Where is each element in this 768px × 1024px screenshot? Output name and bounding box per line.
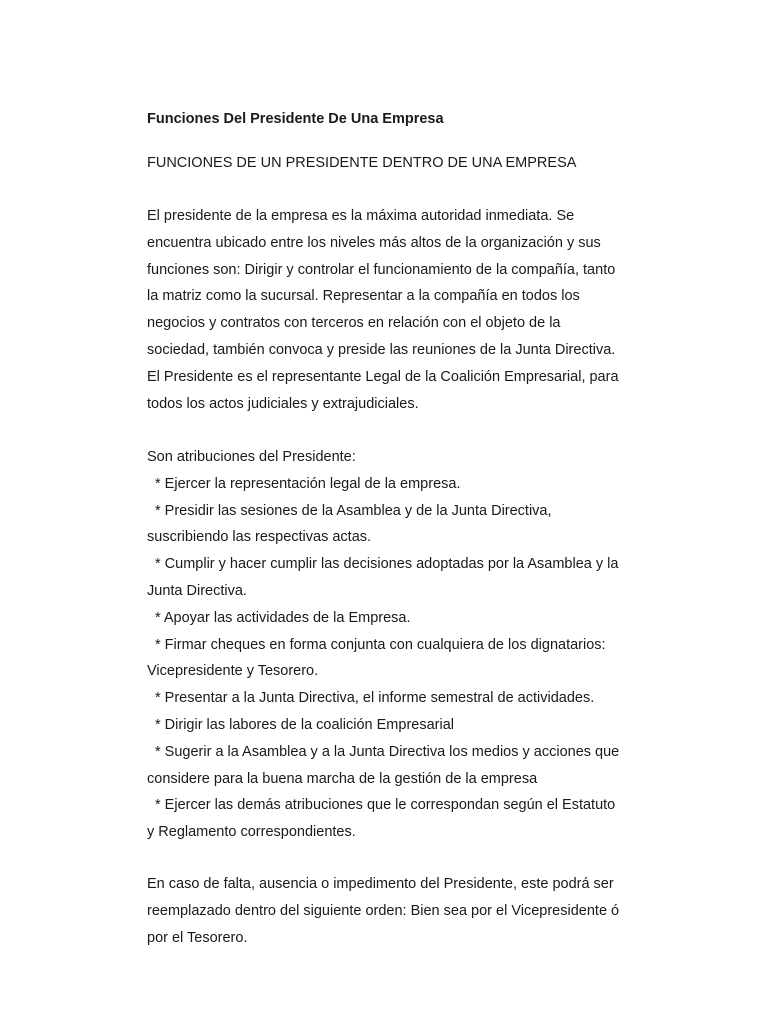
document-title: Funciones Del Presidente De Una Empresa: [147, 111, 444, 127]
list-item-continuation: considere para la buena marcha de la gestión de la empresa: [147, 770, 538, 787]
list-item: [147, 739, 667, 766]
list-item: [147, 685, 667, 712]
list-item-continuation: y Reglamento correspondientes.: [147, 824, 356, 841]
attributions-heading: Son atribuciones del Presidente:: [147, 449, 356, 465]
paragraph-line: encuentra ubicado entre los niveles más altos de la organización y sus: [147, 234, 601, 251]
list-item-continuation: Vicepresidente y Tesorero.: [147, 663, 319, 680]
list-item: [147, 632, 667, 659]
list-item: [147, 712, 667, 739]
list-item: [147, 605, 667, 632]
list-item-continuation: suscribiendo las respectivas actas.: [147, 529, 372, 546]
attributions-section: [147, 444, 667, 846]
paragraph-line: En caso de falta, ausencia o impedimento del Presidente, este podrá ser: [147, 876, 614, 892]
paragraph-line: todos los actos judiciales y extrajudiciales.: [147, 395, 419, 412]
list-item: [147, 471, 667, 498]
paragraph-line: reemplazado dentro del siguiente orden: Bien sea por el Vicepresidente ó: [147, 902, 620, 919]
list-item-text: * Sugerir a la Asamblea y a la Junta Directiva los medios y acciones que: [155, 743, 620, 760]
paragraph-line: sociedad, también convoca y preside las reuniones de la Junta Directiva.: [147, 341, 616, 358]
list-item-continuation: Junta Directiva.: [147, 582, 247, 599]
list-item: [147, 792, 667, 819]
list-item-text: * Firmar cheques en forma conjunta con cualquiera de los dignatarios:: [155, 636, 606, 653]
intro-paragraph: [147, 203, 667, 417]
paragraph-line: por el Tesorero.: [147, 929, 248, 946]
list-item-text: * Ejercer las demás atribuciones que le correspondan según el Estatuto: [155, 797, 616, 814]
paragraph-line: El Presidente es el representante Legal de la Coalición Empresarial, para: [147, 368, 619, 385]
closing-paragraph: [147, 871, 667, 951]
list-item-text: * Ejercer la representación legal de la empresa.: [155, 475, 461, 492]
list-item-text: * Cumplir y hacer cumplir las decisiones adoptadas por la Asamblea y la: [155, 556, 619, 573]
list-item-text: * Apoyar las actividades de la Empresa.: [155, 609, 411, 626]
list-item-text: * Dirigir las labores de la coalición Empresarial: [155, 716, 454, 733]
list-item-text: * Presidir las sesiones de la Asamblea y de la Junta Directiva,: [155, 502, 552, 519]
paragraph-line: negocios y contratos con terceros en relación con el objeto de la: [147, 315, 561, 332]
list-item: [147, 551, 667, 578]
list-item-text: * Presentar a la Junta Directiva, el informe semestral de actividades.: [155, 690, 595, 707]
paragraph-line: funciones son: Dirigir y controlar el funcionamiento de la compañía, tanto: [147, 261, 616, 278]
paragraph-line: El presidente de la empresa es la máxima autoridad inmediata. Se: [147, 208, 575, 224]
list-item: [147, 498, 667, 525]
paragraph-line: la matriz como la sucursal. Representar a la compañía en todos los: [147, 288, 580, 305]
document-subtitle: FUNCIONES DE UN PRESIDENTE DENTRO DE UNA EMPRESA: [147, 155, 577, 171]
